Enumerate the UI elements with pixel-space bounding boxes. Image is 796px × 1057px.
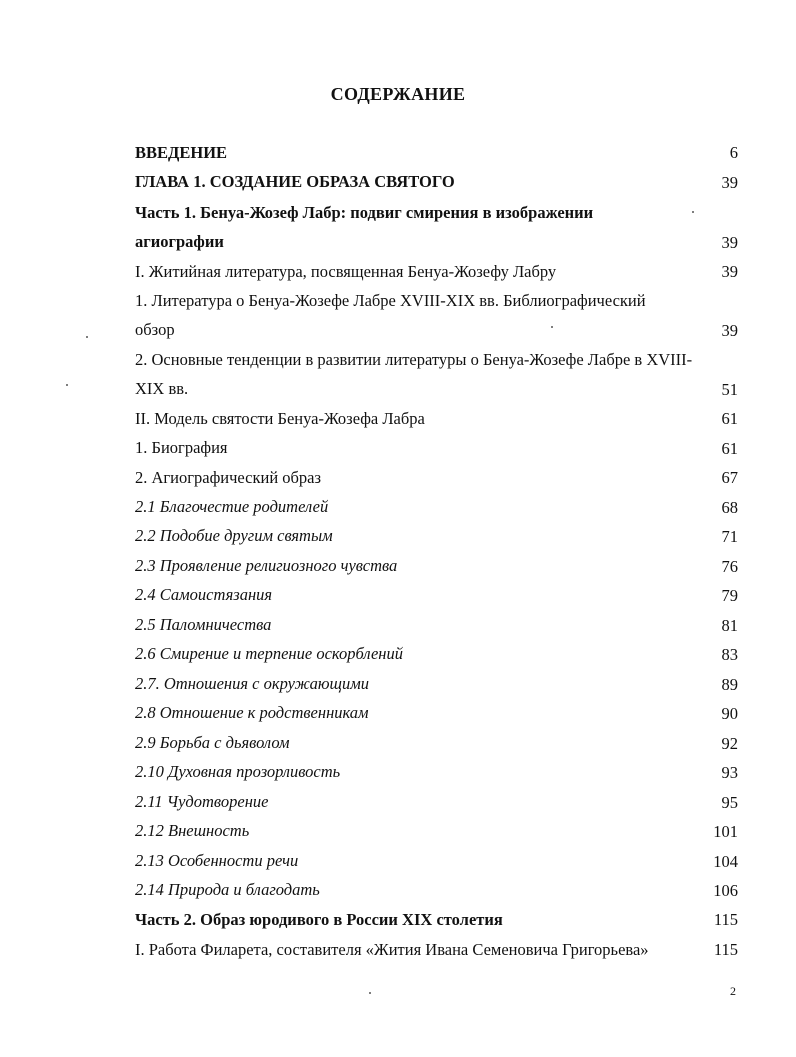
toc-entry-part-1: Часть 1. Бенуа-Жозеф Лабр: подвиг смирения в изображении bbox=[135, 203, 594, 222]
scan-speck bbox=[66, 384, 68, 386]
page-title: СОДЕРЖАНИЕ bbox=[330, 84, 466, 104]
toc-entry: 1. Литература о Бенуа-Жозефе Лабре XVIII-XIX вв. Библиографический bbox=[135, 291, 646, 310]
toc-page-number: 106 bbox=[713, 881, 738, 900]
toc-page-number: 39 bbox=[721, 262, 738, 281]
toc-page-number: 83 bbox=[721, 645, 738, 664]
toc-entry-introduction: ВВЕДЕНИЕ bbox=[135, 143, 228, 162]
toc-page-number: 71 bbox=[721, 527, 738, 546]
toc-subentry: 2.7. Отношения с окружающими bbox=[135, 674, 370, 693]
scan-speck bbox=[86, 336, 88, 338]
toc-entry-section-1: I. Житийная литература, посвященная Бенуа-Жозефу Лабру bbox=[135, 262, 557, 281]
toc-page-number: 39 bbox=[721, 233, 738, 252]
toc-subentry: 2.4 Самоистязания bbox=[135, 585, 273, 604]
toc-entry-cont: XIX вв. bbox=[135, 379, 189, 398]
toc-entry-part-1-cont: агиографии bbox=[135, 232, 224, 251]
toc-page-number: 101 bbox=[713, 822, 738, 841]
toc-subentry: 2.10 Духовная прозорливость bbox=[135, 762, 341, 781]
toc-page-number: 115 bbox=[713, 910, 738, 929]
toc-page-number: 79 bbox=[721, 586, 738, 605]
toc-subentry: 2.1 Благочестие родителей bbox=[135, 497, 329, 516]
toc-entry-section-2: II. Модель святости Бенуа-Жозефа Лабра bbox=[135, 409, 425, 428]
toc-entry: 1. Биография bbox=[135, 438, 228, 457]
toc-subentry: 2.2 Подобие другим святым bbox=[135, 526, 333, 545]
toc-page-number: 81 bbox=[721, 616, 738, 635]
toc-entry: 2. Основные тенденции в развитии литературы о Бенуа-Жозефе Лабре в XVIII- bbox=[135, 350, 693, 369]
toc-page-number: 51 bbox=[721, 380, 738, 399]
toc-page-number: 90 bbox=[721, 704, 738, 723]
toc-entry: 2. Агиографический образ bbox=[135, 468, 322, 487]
toc-entry-part-2: Часть 2. Образ юродивого в России XIX столетия bbox=[135, 910, 503, 929]
page-number: 2 bbox=[730, 984, 736, 998]
toc-entry: I. Работа Филарета, составителя «Жития Ивана Семеновича Григорьева» bbox=[135, 940, 649, 959]
toc-subentry: 2.5 Паломничества bbox=[135, 615, 272, 634]
toc-subentry: 2.3 Проявление религиозного чувства bbox=[135, 556, 398, 575]
toc-subentry: 2.9 Борьба с дьяволом bbox=[135, 733, 290, 752]
toc-page-number: 39 bbox=[721, 173, 738, 192]
scan-speck bbox=[692, 211, 694, 213]
toc-page-number: 104 bbox=[713, 852, 738, 871]
toc-page-number: 115 bbox=[713, 940, 738, 959]
scan-speck bbox=[369, 992, 371, 994]
toc-page-number: 76 bbox=[721, 557, 738, 576]
toc-page-number: 68 bbox=[721, 498, 738, 517]
toc-page-number: 93 bbox=[721, 763, 738, 782]
toc-entry-cont: обзор bbox=[135, 320, 175, 339]
toc-subentry: 2.12 Внешность bbox=[135, 821, 250, 840]
toc-subentry: 2.6 Смирение и терпение оскорблений bbox=[135, 644, 403, 663]
toc-entry-chapter-1: ГЛАВА 1. СОЗДАНИЕ ОБРАЗА СВЯТОГО bbox=[135, 172, 455, 191]
toc-page-number: 6 bbox=[729, 143, 738, 162]
toc-page-number: 39 bbox=[721, 321, 738, 340]
scan-speck bbox=[551, 326, 553, 328]
toc-subentry: 2.11 Чудотворение bbox=[135, 792, 269, 811]
toc-subentry: 2.13 Особенности речи bbox=[135, 851, 299, 870]
toc-page-number: 95 bbox=[721, 793, 738, 812]
toc-page-number: 89 bbox=[721, 675, 738, 694]
toc-page-number: 61 bbox=[721, 439, 738, 458]
toc-page-number: 67 bbox=[721, 468, 738, 487]
toc-page-number: 92 bbox=[721, 734, 738, 753]
toc-subentry: 2.8 Отношение к родственникам bbox=[135, 703, 369, 722]
toc-page-number: 61 bbox=[721, 409, 738, 428]
toc-subentry: 2.14 Природа и благодать bbox=[135, 880, 320, 899]
